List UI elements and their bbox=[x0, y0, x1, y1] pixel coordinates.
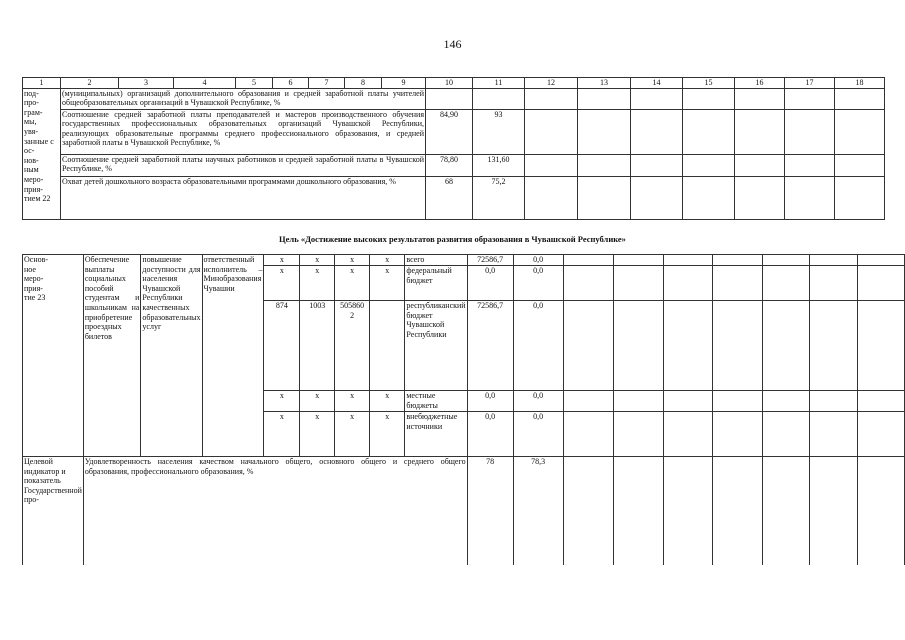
table-row bbox=[23, 176, 885, 219]
value-col10: 0,0 bbox=[467, 266, 513, 301]
value-col10: 0,0 bbox=[467, 391, 513, 412]
code-section: x bbox=[300, 266, 335, 301]
col-number: 10 bbox=[426, 78, 473, 89]
event-number: Основ- ное меро- прия- тие 23 bbox=[23, 255, 84, 457]
code-grbs: 874 bbox=[264, 301, 300, 391]
indicator-text: Соотношение средней заработной платы преподавателей и мастеров производственного обучения государственных профессиональных образовательных организаций Чувашской Республики, реализующих образовательные программы среднего профессионального образования, и средней заработной платы в Чувашской Республике, % bbox=[61, 109, 426, 154]
value-col11 bbox=[473, 88, 525, 109]
col-number: 5 bbox=[236, 78, 273, 89]
code-type: x bbox=[370, 391, 405, 412]
col-number: 9 bbox=[382, 78, 426, 89]
value-col11: 93 bbox=[473, 109, 525, 154]
table-row bbox=[23, 154, 885, 176]
code-grbs: x bbox=[264, 412, 300, 457]
code-target: 5058602 bbox=[335, 301, 370, 391]
program-indicators-table bbox=[22, 77, 885, 220]
code-grbs: x bbox=[264, 391, 300, 412]
code-target: x bbox=[335, 412, 370, 457]
funding-source: федеральный бюджет bbox=[405, 266, 467, 301]
indicator-text: (муниципальных) организаций дополнительного образования и средней заработной платы учителей общеобразовательных организаций в Чувашской Республике, % bbox=[62, 88, 424, 108]
funding-source: местные бюджеты bbox=[405, 391, 467, 412]
col-number: 1 bbox=[23, 78, 61, 89]
col-number: 12 bbox=[525, 78, 578, 89]
page-number: 146 bbox=[443, 37, 462, 51]
col-number: 15 bbox=[683, 78, 735, 89]
col-number: 7 bbox=[309, 78, 345, 89]
value-col10 bbox=[426, 88, 473, 109]
value-col11: 0,0 bbox=[513, 255, 563, 266]
value-col10: 68 bbox=[426, 176, 473, 219]
indicator-label: Целевой индикатор и показатель Государственной про- bbox=[23, 457, 84, 565]
col-number: 6 bbox=[273, 78, 309, 89]
subprogram-label: под- про- грам- мы, увя- занные с ос- нов- ным меро- прия- тием 22 bbox=[23, 88, 61, 219]
code-grbs: x bbox=[264, 255, 300, 266]
event-name: Обеспечение выплаты социальных пособий студентам и школьникам на приобретение проездных билетов bbox=[83, 255, 141, 457]
col-number: 2 bbox=[61, 78, 119, 89]
col-number: 17 bbox=[785, 78, 835, 89]
goal-title: Цель «Достижение высоких результатов развития образования в Чувашской Республике» bbox=[279, 234, 626, 244]
indicator-text: Удовлетворенность населения качеством начального общего, основного общего и среднего общего образования, профессионального образования, % bbox=[83, 457, 467, 565]
value-col11: 75,2 bbox=[473, 176, 525, 219]
code-target: x bbox=[335, 391, 370, 412]
col-number: 18 bbox=[835, 78, 885, 89]
code-section: x bbox=[300, 255, 335, 266]
col-number: 3 bbox=[119, 78, 174, 89]
indicator-text: Соотношение средней заработной платы научных работников и средней заработной платы в Чувашской Республике, % bbox=[61, 154, 426, 176]
value-col10: 72586,7 bbox=[467, 301, 513, 391]
value-col11: 131,60 bbox=[473, 154, 525, 176]
code-grbs: x bbox=[264, 266, 300, 301]
value-col11: 0,0 bbox=[513, 412, 563, 457]
value-col11: 78,3 bbox=[513, 457, 563, 565]
value-col11: 0,0 bbox=[513, 266, 563, 301]
code-target: x bbox=[335, 266, 370, 301]
funding-source: республиканский бюджет Чувашской Республики bbox=[405, 301, 467, 391]
value-col10: 0,0 bbox=[467, 412, 513, 457]
value-col11: 0,0 bbox=[513, 391, 563, 412]
code-type: x bbox=[370, 266, 405, 301]
code-type: x bbox=[370, 412, 405, 457]
code-type: x bbox=[370, 255, 405, 266]
code-type bbox=[370, 301, 405, 391]
col-number: 11 bbox=[473, 78, 525, 89]
funding-source: внебюджетные источники bbox=[405, 412, 467, 457]
col-number: 4 bbox=[174, 78, 236, 89]
value-col10: 72586,7 bbox=[467, 255, 513, 266]
code-section: 1003 bbox=[300, 301, 335, 391]
code-section: x bbox=[300, 412, 335, 457]
col-number: 8 bbox=[345, 78, 382, 89]
event-responsible: ответственный исполнитель – Минобразования Чувашии bbox=[202, 255, 264, 457]
code-section: x bbox=[300, 391, 335, 412]
value-col10: 84,90 bbox=[426, 109, 473, 154]
value-col10: 78 bbox=[467, 457, 513, 565]
col-number: 14 bbox=[631, 78, 683, 89]
main-event-table bbox=[22, 254, 905, 565]
event-goal: повышение доступности для населения Чувашской Республики качественных образовательных услуг bbox=[141, 255, 202, 457]
value-col11: 0,0 bbox=[513, 301, 563, 391]
column-numbers-row bbox=[23, 78, 885, 89]
col-number: 13 bbox=[578, 78, 631, 89]
indicator-text: Охват детей дошкольного возраста образовательными программами дошкольного образования, % bbox=[61, 176, 426, 219]
col-number: 16 bbox=[735, 78, 785, 89]
table-row bbox=[23, 457, 905, 565]
table-row bbox=[23, 109, 885, 154]
value-col10: 78,80 bbox=[426, 154, 473, 176]
table-row bbox=[23, 255, 905, 266]
funding-source: всего bbox=[405, 255, 467, 266]
code-target: x bbox=[335, 255, 370, 266]
table-row bbox=[23, 88, 885, 109]
